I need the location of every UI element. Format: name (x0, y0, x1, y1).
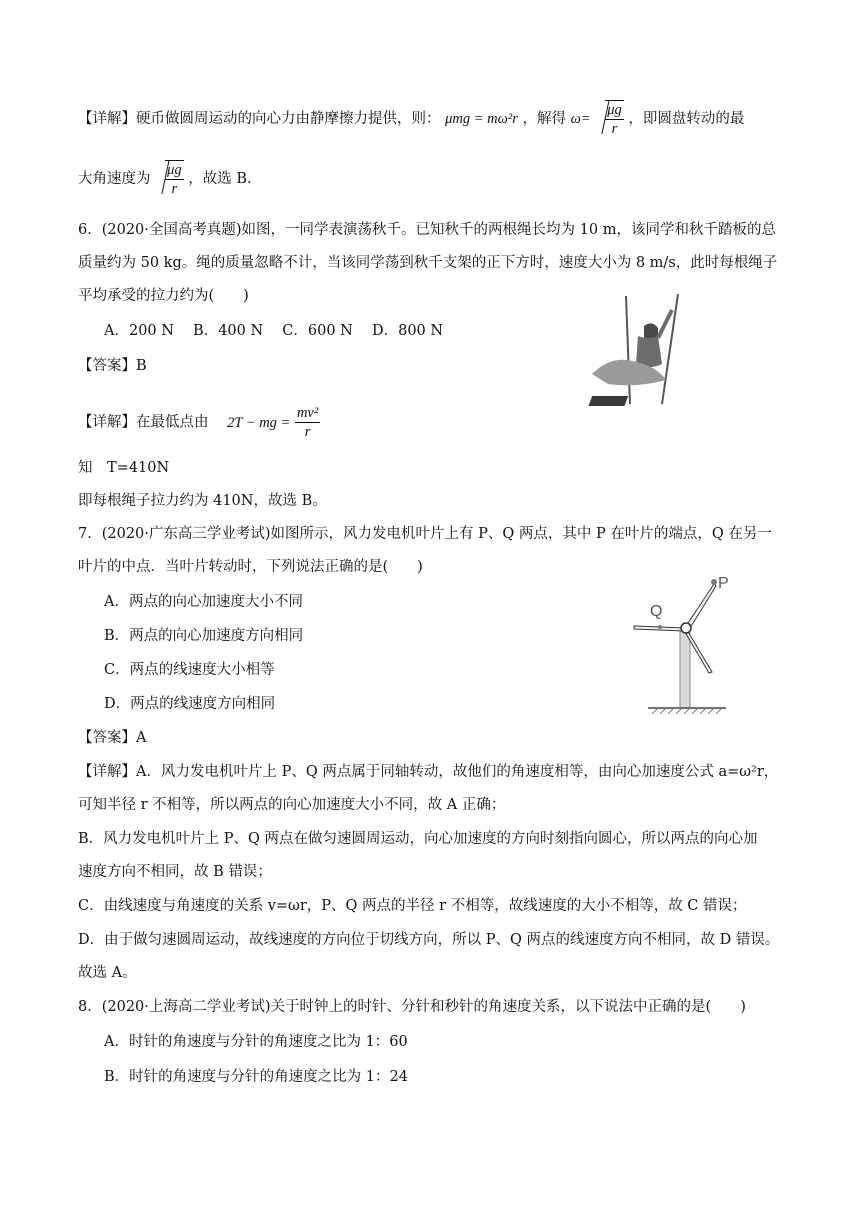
q6-equation: 2T − mg = (227, 414, 291, 431)
q7-stem-line2: 叶片的中点．当叶片转动时，下列说法正确的是( ) (78, 559, 423, 575)
fig-label-p: P (718, 575, 729, 592)
q5-equation: μmg = mω²r (445, 111, 518, 127)
swing-figure (586, 292, 696, 416)
q7-option-d: D．两点的线速度方向相同 (104, 696, 276, 712)
q8-option-b: B．时针的角速度与分针的角速度之比为 1：24 (104, 1069, 408, 1085)
q7-detail-2: 可知半径 r 不相等，所以两点的向心加速度大小不同，故 A 正确； (78, 797, 506, 813)
q5-detail-line2: 大角速度为 $\frac{\mu g}{r}$ ，故选 B. (78, 162, 252, 197)
wind-turbine-figure (630, 574, 740, 720)
q5-sqrt-expression-2: $\frac{\mu g}{r}$ (155, 160, 184, 198)
q6-stem-line2: 质量约为 50 kg。绳的质量忽略不计，当该同学荡到秋千支架的正下方时，速度大小为 8 m/s，此时每根绳子 (78, 255, 778, 271)
q7-detail-5: C．由线速度与角速度的关系 v=ωr，P、Q 两点的半径 r 不相等，故线速度的大小不相等，故 C 错误； (78, 898, 747, 914)
q7-detail-1: 【详解】A．风力发电机叶片上 P、Q 两点属于同轴转动，故他们的角速度相等，由向心加速度公式 a=ω²r， (78, 764, 779, 780)
q5-detail-prefix: 【详解】硬币做圆周运动的向心力由静摩擦力提供，则： (78, 111, 441, 127)
q6-options: A．200 N B．400 N C．600 N D．800 N (104, 323, 444, 339)
q8-stem: 8．(2020·上海高二学业考试)关于时钟上的时针、分针和秒针的角速度关系，以下说法中正确的是( ) (78, 999, 746, 1015)
q8-option-a: A．时针的角速度与分针的角速度之比为 1：60 (104, 1034, 408, 1050)
q6-conclusion: 即每根绳子拉力约为 410N，故选 B。 (78, 493, 327, 509)
q7-option-a: A．两点的向心加速度大小不同 (104, 594, 303, 610)
q7-detail-7: 故选 A。 (78, 965, 137, 981)
q5-suffix: ，即圆盘转动的最 (628, 111, 745, 127)
q7-detail-3: B．风力发电机叶片上 P、Q 两点在做匀速圆周运动，向心加速度的方向时刻指向圆心，所以两点的向心加 (78, 831, 758, 847)
q5-sqrt-expression: $\frac{\mu g}{r}$ (595, 100, 624, 138)
q7-option-c: C．两点的线速度大小相等 (104, 662, 275, 678)
q7-detail-6: D．由于做匀速圆周运动，故线速度的方向位于切线方向，所以 P、Q 两点的线速度方向不相同，故 D 错误。 (78, 932, 780, 948)
q6-answer: 【答案】B (78, 358, 147, 374)
q6-fraction: $\frac{\text{mv²}}{r}$ (296, 405, 319, 440)
q6-stem-line3: 平均承受的拉力约为( ) (78, 288, 249, 304)
q6-detail: 【详解】在最低点由 2T − mg = $\frac{\text{mv²}}{r}$ (78, 405, 319, 440)
q6-stem-line1: 6．(2020·全国高考真题)如图，一同学表演荡秋千。已知秋千的两根绳长均为 10 m，该同学和秋千踏板的总 (78, 222, 776, 238)
q7-answer: 【答案】A (78, 730, 147, 746)
q7-detail-4: 速度方向不相同，故 B 错误； (78, 864, 272, 880)
q6-know: 知 T=410N (78, 460, 170, 476)
q7-option-b: B．两点的向心加速度方向相同 (104, 628, 304, 644)
fig-label-q: Q (650, 603, 663, 620)
q5-omega: ω= (570, 111, 591, 127)
q5-detail-line1 (78, 100, 744, 138)
q5-mid: ，解得 (522, 111, 566, 127)
q7-stem-line1: 7．(2020·广东高三学业考试)如图所示，风力发电机叶片上有 P、Q 两点，其中 P 在叶片的端点，Q 在另一 (78, 526, 772, 542)
